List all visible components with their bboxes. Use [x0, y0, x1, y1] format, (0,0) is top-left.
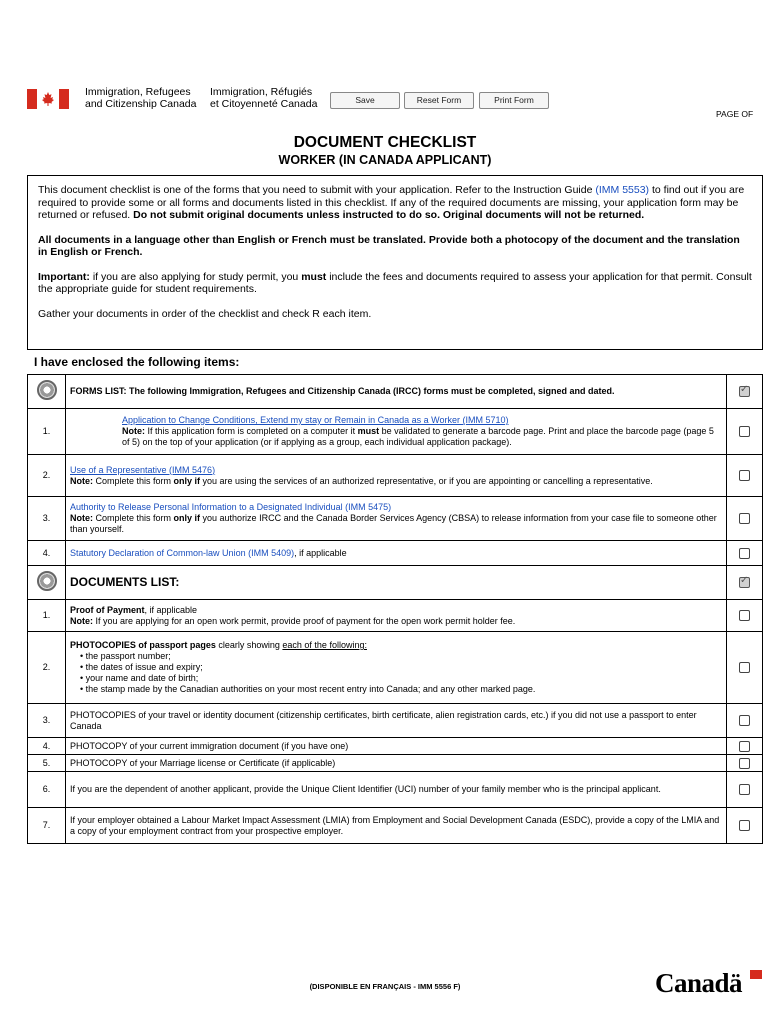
table-row: 1. Application to Change Conditions, Extend my stay or Remain in Canada as a Worker (IMM 5710) Note: If this application form is completed on a computer it must be validated to generate a barcode page. Print and place the barcode page (page 5 of 5) on the top of your application (or if applying as a group, each individual application package).: [28, 409, 763, 455]
passport-requirements-list: • the passport number; • the dates of issue and expiry; • your name and date of birth; • the stamp made by the Canadian authorities on your most recent entry into Canada; and any other marked page.: [70, 651, 722, 695]
documents-list-header-row: [28, 566, 763, 600]
table-row: 4. Statutory Declaration of Common-law Union (IMM 5409), if applicable: [28, 541, 763, 566]
form-2-checkbox[interactable]: [739, 470, 750, 481]
table-row: 4. PHOTOCOPY of your current immigration document (if you have one): [28, 738, 763, 755]
checklist-table: [27, 374, 763, 844]
document-4-checkbox[interactable]: [739, 741, 750, 752]
reset-form-button[interactable]: Reset Form: [404, 92, 474, 109]
save-button[interactable]: Save: [330, 92, 400, 109]
instructions-box: [27, 175, 763, 350]
table-row: 2. PHOTOCOPIES of passport pages clearly showing each of the following: • the passport number; • the dates of issue and expiry; • your name and date of birth; • the stamp made by the Canadian authorities on your most recent entry into Canada; and any other marked page.: [28, 632, 763, 704]
page-subtitle: WORKER (IN CANADA APPLICANT): [278, 153, 492, 167]
form-4-checkbox[interactable]: [739, 548, 750, 559]
page-title: DOCUMENT CHECKLIST: [293, 134, 477, 151]
canada-flag-icon: [27, 89, 69, 109]
imm5476-link[interactable]: Use of a Representative (IMM 5476): [70, 464, 216, 475]
print-form-button[interactable]: Print Form: [479, 92, 549, 109]
forms-section-icon: [37, 380, 57, 400]
document-1-checkbox[interactable]: [739, 610, 750, 621]
canada-wordmark: Canadä: [655, 968, 743, 998]
documents-section-checkbox[interactable]: [739, 577, 750, 588]
imm5475-link[interactable]: Authority to Release Personal Information to a Designated Individual (IMM 5475): [70, 502, 392, 512]
table-row: 3. PHOTOCOPIES of your travel or identity document (citizenship certificates, birth certificate, alien registration cards, etc.) if you did not use a passport to enter Canada: [28, 704, 763, 738]
imm5409-link[interactable]: Statutory Declaration of Common-law Union (IMM 5409): [70, 547, 295, 558]
forms-list-heading: FORMS LIST: The following Immigration, Refugees and Citizenship Canada (IRCC) forms must be completed, signed and dated.: [66, 375, 727, 409]
table-row: 6. If you are the dependent of another applicant, provide the Unique Client Identifier (UCI) number of your family member who is the principal applicant.: [28, 772, 763, 808]
document-3-checkbox[interactable]: [739, 715, 750, 726]
document-2-checkbox[interactable]: [739, 662, 750, 673]
intro-paragraph-4: Gather your documents in order of the checklist and check R each item.: [38, 307, 372, 320]
form-1-checkbox[interactable]: [739, 426, 750, 437]
french-version-note: (DISPONIBLE EN FRANÇAIS - IMM 5556 F): [309, 982, 461, 991]
wordmark-flag-icon: [750, 970, 762, 979]
intro-paragraph-1: This document checklist is one of the forms that you need to submit with your application. Refer to the Instruction Guide (IMM 5553) to find out if you are required to provide some or all forms and documents listed in this checklist. If any of the required documents are missing, your application form may be returned or refused. Do not submit original documents unless instructed to do so. Original documents will not be returned.: [38, 184, 745, 221]
table-row: 3. Authority to Release Personal Information to a Designated Individual (IMM 5475) Note: Complete this form only if you authorize IRCC and the Canada Border Services Agency (CBSA) to release information from your case file to someone other than yourself.: [28, 497, 763, 541]
form-3-checkbox[interactable]: [739, 513, 750, 524]
documents-list-heading: DOCUMENTS LIST:: [66, 566, 727, 600]
department-name-english: Immigration, Refugees and Citizenship Canada: [85, 86, 197, 110]
forms-list-header-row: [28, 375, 763, 409]
instruction-guide-link[interactable]: (IMM 5553): [595, 184, 650, 196]
documents-section-icon: [37, 571, 57, 591]
table-row: 5. PHOTOCOPY of your Marriage license or Certificate (if applicable): [28, 755, 763, 772]
intro-paragraph-3: Important: if you are also applying for study permit, you must include the fees and documents required to assess your application for that permit. Consult the appropriate guide for student requirements.: [38, 270, 752, 295]
table-row: 7. If your employer obtained a Labour Market Impact Assessment (LMIA) from Employment and Social Development Canada (ESDC), provide a copy of the LMIA and a copy of your employment contract from your prospective employer.: [28, 808, 763, 844]
document-7-checkbox[interactable]: [739, 820, 750, 831]
forms-section-checkbox[interactable]: [739, 386, 750, 397]
department-name-french: Immigration, Réfugiés et Citoyenneté Canada: [210, 86, 318, 110]
table-row: 2. Use of a Representative (IMM 5476) Note: Complete this form only if you are using the services of an authorized representative, or if you are appointing or cancelling a representative.: [28, 455, 763, 497]
imm5710-link[interactable]: Application to Change Conditions, Extend my stay or Remain in Canada as a Worker (IMM 5710): [122, 415, 509, 425]
document-5-checkbox[interactable]: [739, 758, 750, 769]
page-number: PAGE OF: [716, 109, 754, 119]
table-row: 1. Proof of Payment, if applicable Note: If you are applying for an open work permit, provide proof of payment for the open work permit holder fee.: [28, 600, 763, 632]
enclosed-heading: I have enclosed the following items:: [34, 355, 240, 369]
document-6-checkbox[interactable]: [739, 784, 750, 795]
intro-paragraph-2: All documents in a language other than English or French must be translated. Provide both a photocopy of the document and the translation in English or French.: [38, 233, 740, 258]
